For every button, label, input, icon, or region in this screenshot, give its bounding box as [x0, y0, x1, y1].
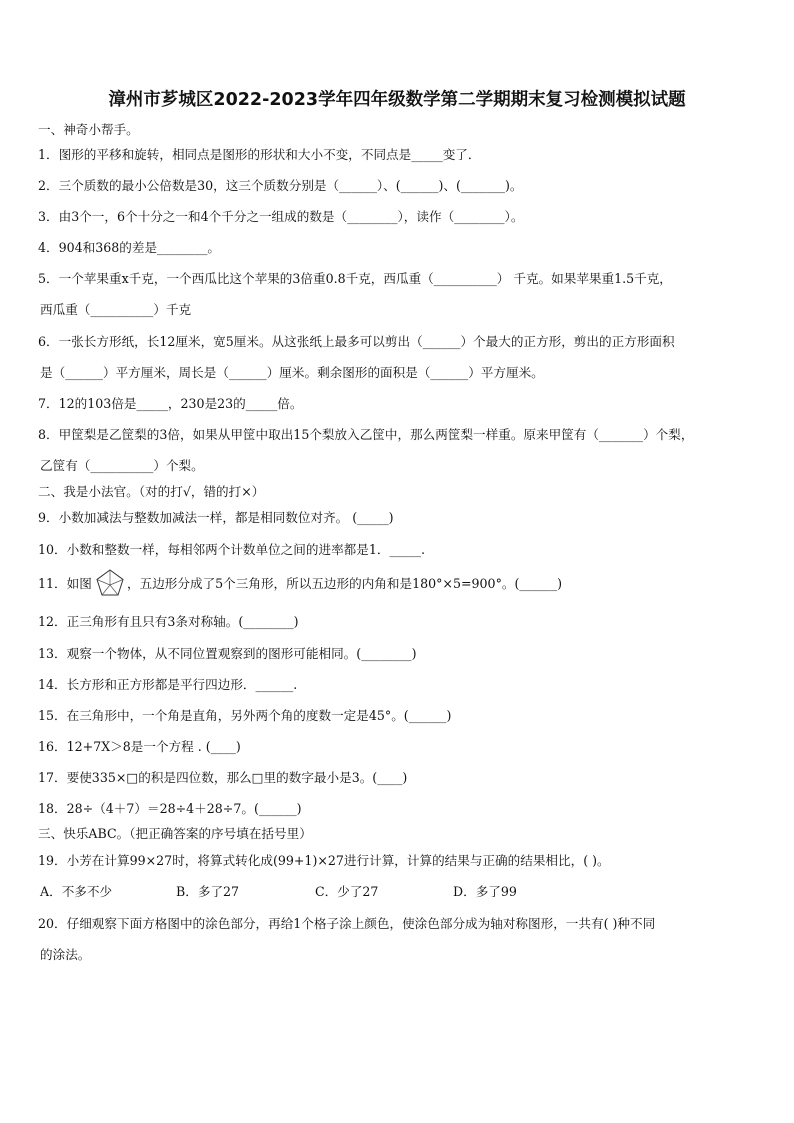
question-20-line-2: 的涂法。	[40, 947, 91, 962]
q19-option-a: A．不多不少	[40, 884, 113, 899]
q19-option-c: C．少了27	[315, 884, 379, 899]
question-9: 9．小数加减法与整数加减法一样，都是相同数位对齐。 (_____)	[38, 510, 394, 525]
question-11-text: ，五边形分成了5个三角形，所以五边形的内角和是180°×5=900°。(______)	[127, 576, 563, 591]
question-20-line-1: 20．仔细观察下面方格图中的涂色部分，再给1个格子涂上颜色，使涂色部分成为轴对称图形，一共有( )种不同	[38, 916, 656, 931]
q19-option-b: B．多了27	[176, 884, 240, 899]
question-16: 16．12+7X＞8是一个方程 . (____)	[38, 739, 241, 754]
question-19: 19．小芳在计算99×27时，将算式转化成(99+1)×27进行计算，计算的结果与正确的结果相比，( )。	[38, 853, 610, 868]
page-title: 漳州市芗城区2022-2023学年四年级数学第二学期期末复习检测模拟试题	[108, 90, 686, 110]
question-4: 4．904和368的差是________。	[38, 240, 221, 255]
question-8-line-2: 乙筐有（__________）个梨。	[40, 458, 204, 473]
question-11-prefix: 11．如图	[38, 576, 92, 591]
question-7: 7．12的103倍是_____，230是23的_____倍。	[38, 396, 303, 411]
pentagon-divided-icon	[95, 568, 125, 598]
question-1: 1．图形的平移和旋转，相同点是图形的形状和大小不变，不同点是_____变了．	[38, 147, 481, 162]
question-3: 3．由3个一，6个十分之一和4个千分之一组成的数是（________），读作（________）。	[38, 209, 524, 224]
question-18: 18．28÷（4＋7）＝28÷4＋28÷7。(______)	[38, 801, 302, 816]
section-heading-2: 二、我是小法官。（对的打√，错的打×）	[38, 484, 265, 499]
question-14: 14．长方形和正方形都是平行四边形．______.	[38, 677, 298, 692]
question-12: 12．正三角形有且只有3条对称轴。(________)	[38, 614, 299, 629]
question-5-line-2: 西瓜重（__________）千克	[40, 302, 192, 317]
question-2: 2．三个质数的最小公倍数是30，这三个质数分别是（______）、(______)、(_______)。	[38, 178, 523, 193]
q19-option-d: D．多了99	[453, 884, 517, 899]
question-17: 17．要使335×□的积是四位数，那么□里的数字最小是3。(____)	[38, 770, 408, 785]
question-15: 15．在三角形中，一个角是直角，另外两个角的度数一定是45°。(______)	[38, 708, 452, 723]
question-8-line-1: 8．甲筐梨是乙筐梨的3倍，如果从甲筐中取出15个梨放入乙筐中，那么两筐梨一样重。原来甲筐有（_______）个梨，	[38, 427, 694, 442]
section-heading-1: 一、神奇小帮手。	[38, 122, 139, 137]
section-heading-3: 三、快乐ABC。（把正确答案的序号填在括号里）	[38, 826, 312, 841]
question-6-line-2: 是（______）平方厘米，周长是（______）厘米。剩余图形的面积是（______）平方厘米。	[40, 365, 544, 380]
question-6-line-1: 6．一张长方形纸，长12厘米，宽5厘米。从这张纸上最多可以剪出（______）个最大的正方形，剪出的正方形面积	[38, 334, 675, 349]
question-5-line-1: 5．一个苹果重x千克，一个西瓜比这个苹果的3倍重0.8千克，西瓜重（__________） 千克。如果苹果重1.5千克，	[38, 271, 672, 286]
question-13: 13．观察一个物体，从不同位置观察到的图形可能相同。(________)	[38, 646, 417, 661]
question-10: 10．小数和整数一样，每相邻两个计数单位之间的进率都是1．_____.	[38, 542, 425, 557]
